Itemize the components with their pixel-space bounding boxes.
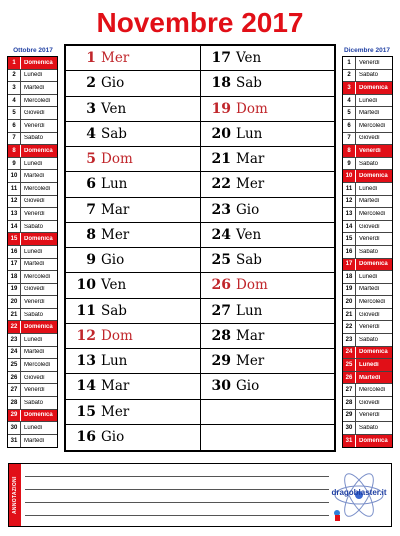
side-day-row — [343, 57, 392, 70]
side-day-row — [343, 107, 392, 120]
day-cell[interactable] — [201, 324, 335, 349]
day-number: 9 — [86, 252, 96, 269]
day-name: Dom — [236, 100, 268, 117]
day-cell[interactable] — [66, 172, 200, 197]
side-day-number: 20 — [343, 296, 356, 308]
side-day-number: 1 — [343, 57, 356, 69]
side-day-number: 21 — [343, 309, 356, 321]
day-name: Mer — [101, 403, 130, 420]
side-day-row — [343, 145, 392, 158]
day-cell[interactable] — [201, 223, 335, 248]
previous-month-list — [7, 56, 58, 448]
side-day-name: Domenica — [24, 412, 53, 419]
day-name: Ven — [101, 277, 127, 294]
day-number: 20 — [211, 125, 231, 142]
side-day-row — [8, 284, 57, 297]
side-day-number: 18 — [343, 271, 356, 283]
day-cell[interactable] — [66, 299, 200, 324]
side-day-number: 24 — [343, 347, 356, 359]
side-day-number: 23 — [343, 334, 356, 346]
day-cell[interactable] — [66, 122, 200, 147]
side-day-row — [343, 296, 392, 309]
side-day-number: 26 — [343, 372, 356, 384]
side-day-row — [343, 372, 392, 385]
side-day-row — [8, 359, 57, 372]
side-day-number: 27 — [8, 384, 21, 396]
day-cell[interactable] — [201, 71, 335, 96]
day-number: 10 — [76, 277, 96, 294]
day-name: Lun — [101, 353, 128, 370]
side-day-number: 30 — [8, 422, 21, 434]
side-day-name: Giovedì — [359, 311, 380, 318]
side-day-number: 5 — [343, 107, 356, 119]
side-day-name: Martedì — [359, 110, 380, 117]
side-day-name: Lunedì — [359, 185, 378, 192]
side-day-number: 15 — [8, 233, 21, 245]
side-day-name: Sabato — [359, 336, 379, 343]
day-number: 28 — [211, 327, 231, 344]
notes-label: ANNOTAZIONI — [9, 464, 21, 526]
side-day-number: 11 — [8, 183, 21, 195]
month-grid-left-column — [66, 46, 201, 450]
side-day-number: 6 — [8, 120, 21, 132]
side-day-number: 22 — [343, 321, 356, 333]
side-day-row — [343, 359, 392, 372]
side-day-name: Domenica — [24, 324, 53, 331]
day-cell[interactable] — [66, 248, 200, 273]
day-name: Mar — [236, 151, 265, 168]
side-day-number: 29 — [8, 410, 21, 422]
day-cell[interactable] — [66, 71, 200, 96]
side-day-row — [343, 183, 392, 196]
side-day-row — [343, 133, 392, 146]
side-day-name: Mercoledì — [359, 299, 386, 306]
side-day-number: 20 — [8, 296, 21, 308]
side-day-number: 8 — [343, 145, 356, 157]
day-number: 5 — [86, 151, 96, 168]
day-cell[interactable] — [66, 223, 200, 248]
side-day-row — [343, 384, 392, 397]
atom-logo-icon — [331, 466, 387, 524]
side-day-row — [343, 221, 392, 234]
side-day-number: 1 — [8, 57, 21, 69]
side-day-row — [8, 196, 57, 209]
note-line[interactable] — [25, 476, 329, 477]
side-day-row — [8, 70, 57, 83]
side-day-number: 19 — [8, 284, 21, 296]
side-day-row — [343, 95, 392, 108]
side-day-row — [343, 284, 392, 297]
side-day-number: 4 — [8, 95, 21, 107]
day-number: 3 — [86, 100, 96, 117]
side-day-number: 25 — [8, 359, 21, 371]
side-day-number: 25 — [343, 359, 356, 371]
side-day-name: Giovedì — [359, 223, 380, 230]
side-day-row — [343, 208, 392, 221]
side-day-row — [8, 107, 57, 120]
side-day-row — [8, 435, 57, 448]
day-cell[interactable] — [66, 46, 200, 71]
side-day-name: Venerdì — [359, 236, 380, 243]
day-number: 1 — [86, 50, 96, 67]
day-cell[interactable] — [66, 374, 200, 399]
side-day-number: 18 — [8, 271, 21, 283]
side-day-name: Venerdì — [24, 387, 45, 394]
side-day-row — [8, 183, 57, 196]
side-day-name: Venerdì — [359, 412, 380, 419]
side-day-row — [8, 158, 57, 171]
side-day-row — [8, 384, 57, 397]
day-cell[interactable] — [201, 374, 335, 399]
day-number: 25 — [211, 252, 231, 269]
side-day-row — [8, 271, 57, 284]
side-day-number: 10 — [343, 170, 356, 182]
side-day-number: 19 — [343, 284, 356, 296]
day-number: 21 — [211, 151, 231, 168]
side-day-row — [8, 397, 57, 410]
side-day-number: 14 — [343, 221, 356, 233]
day-name: Gio — [101, 429, 125, 446]
day-name: Mer — [101, 226, 130, 243]
side-day-name: Domenica — [359, 261, 388, 268]
side-day-row — [343, 397, 392, 410]
day-number: 6 — [86, 176, 96, 193]
side-day-name: Venerdì — [24, 210, 45, 217]
day-number: 30 — [211, 378, 231, 395]
side-day-number: 9 — [8, 158, 21, 170]
side-day-number: 30 — [343, 422, 356, 434]
day-cell[interactable] — [201, 248, 335, 273]
side-day-name: Giovedì — [24, 110, 45, 117]
side-day-row — [8, 120, 57, 133]
side-day-name: Martedì — [359, 286, 380, 293]
side-day-name: Sabato — [359, 248, 379, 255]
side-day-name: Mercoledì — [24, 273, 51, 280]
side-day-name: Sabato — [24, 311, 44, 318]
side-day-name: Giovedì — [24, 286, 45, 293]
side-day-name: Martedì — [24, 261, 45, 268]
side-day-row — [8, 321, 57, 334]
day-name: Gio — [101, 252, 125, 269]
side-day-name: Lunedì — [359, 97, 378, 104]
side-day-number: 3 — [8, 82, 21, 94]
side-day-row — [8, 422, 57, 435]
day-cell[interactable] — [201, 147, 335, 172]
side-day-row — [343, 309, 392, 322]
side-day-row — [343, 347, 392, 360]
note-line[interactable] — [25, 515, 329, 516]
side-day-name: Giovedì — [359, 399, 380, 406]
side-day-name: Martedì — [359, 198, 380, 205]
side-day-name: Sabato — [24, 223, 44, 230]
side-day-name: Lunedì — [24, 160, 43, 167]
side-day-name: Lunedì — [359, 273, 378, 280]
side-day-row — [8, 259, 57, 272]
day-name: Sab — [101, 302, 127, 319]
day-name: Ven — [236, 226, 262, 243]
side-day-row — [8, 208, 57, 221]
day-name: Mer — [101, 50, 130, 67]
day-number: 29 — [211, 353, 231, 370]
side-day-name: Sabato — [24, 399, 44, 406]
day-cell[interactable] — [66, 400, 200, 425]
side-day-row — [8, 145, 57, 158]
side-day-number: 22 — [8, 321, 21, 333]
side-day-name: Lunedì — [24, 72, 43, 79]
day-number: 2 — [86, 75, 96, 92]
side-day-number: 7 — [8, 133, 21, 145]
side-day-row — [343, 70, 392, 83]
day-cell[interactable] — [201, 349, 335, 374]
side-day-row — [8, 334, 57, 347]
side-day-number: 26 — [8, 372, 21, 384]
side-day-number: 31 — [343, 435, 356, 448]
day-number: 12 — [76, 327, 96, 344]
page-title: Novembre 2017 — [96, 7, 304, 38]
side-day-name: Mercoledì — [359, 210, 386, 217]
side-day-row — [343, 259, 392, 272]
side-day-name: Domenica — [24, 236, 53, 243]
side-day-row — [343, 158, 392, 171]
side-day-name: Mercoledì — [24, 362, 51, 369]
side-day-row — [343, 422, 392, 435]
side-day-name: Sabato — [359, 160, 379, 167]
side-day-name: Domenica — [359, 173, 388, 180]
day-name: Mar — [101, 378, 130, 395]
side-day-name: Venerdì — [359, 324, 380, 331]
side-day-row — [343, 246, 392, 259]
day-number: 8 — [86, 226, 96, 243]
side-day-row — [343, 435, 392, 448]
day-number: 18 — [211, 75, 231, 92]
month-grid-right-column — [201, 46, 335, 450]
side-day-row — [8, 57, 57, 70]
side-day-number: 24 — [8, 347, 21, 359]
side-day-name: Mercoledì — [359, 122, 386, 129]
side-day-number: 10 — [8, 170, 21, 182]
side-day-name: Martedì — [24, 84, 45, 91]
day-cell[interactable] — [66, 147, 200, 172]
day-cell[interactable] — [66, 273, 200, 298]
side-day-name: Mercoledì — [24, 97, 51, 104]
day-number: 11 — [76, 302, 96, 319]
day-number: 15 — [76, 403, 96, 420]
side-day-number: 27 — [343, 384, 356, 396]
side-day-name: Mercoledì — [24, 185, 51, 192]
day-cell[interactable] — [66, 324, 200, 349]
side-day-row — [8, 410, 57, 423]
side-day-name: Domenica — [359, 84, 388, 91]
day-number: 13 — [76, 353, 96, 370]
side-day-number: 3 — [343, 82, 356, 94]
day-cell[interactable] — [66, 425, 200, 450]
day-name: Mar — [236, 327, 265, 344]
side-day-number: 15 — [343, 233, 356, 245]
side-day-row — [8, 133, 57, 146]
side-day-row — [8, 95, 57, 108]
previous-month-title: Ottobre 2017 — [13, 47, 53, 54]
day-name: Sab — [236, 252, 262, 269]
side-day-name: Martedì — [24, 349, 45, 356]
side-day-row — [8, 233, 57, 246]
day-name: Sab — [236, 75, 262, 92]
side-day-row — [8, 82, 57, 95]
side-day-row — [343, 120, 392, 133]
side-day-name: Giovedì — [24, 374, 45, 381]
side-day-number: 16 — [8, 246, 21, 258]
day-cell[interactable] — [201, 273, 335, 298]
side-day-row — [8, 372, 57, 385]
month-grid — [64, 44, 336, 452]
side-day-name: Venerdì — [24, 122, 45, 129]
day-number: 24 — [211, 226, 231, 243]
next-month-list — [342, 56, 393, 448]
side-day-row — [343, 271, 392, 284]
side-day-name: Lunedì — [24, 248, 43, 255]
side-day-number: 23 — [8, 334, 21, 346]
side-day-row — [343, 334, 392, 347]
day-number: 22 — [211, 176, 231, 193]
side-day-number: 7 — [343, 133, 356, 145]
side-day-number: 29 — [343, 410, 356, 422]
side-day-number: 5 — [8, 107, 21, 119]
side-day-number: 16 — [343, 246, 356, 258]
day-cell[interactable] — [201, 198, 335, 223]
side-day-number: 21 — [8, 309, 21, 321]
side-day-number: 6 — [343, 120, 356, 132]
side-day-name: Sabato — [24, 135, 44, 142]
side-day-row — [8, 347, 57, 360]
side-day-number: 12 — [8, 196, 21, 208]
day-name: Mer — [236, 176, 265, 193]
side-day-number: 8 — [8, 145, 21, 157]
day-name: Lun — [236, 302, 263, 319]
side-day-number: 17 — [343, 259, 356, 271]
side-day-name: Giovedì — [24, 198, 45, 205]
day-name: Dom — [101, 151, 133, 168]
side-day-number: 31 — [8, 435, 21, 448]
note-line[interactable] — [25, 502, 329, 503]
day-cell[interactable] — [201, 299, 335, 324]
side-day-name: Sabato — [359, 425, 379, 432]
day-name: Ven — [236, 50, 262, 67]
day-number: 23 — [211, 201, 231, 218]
side-day-row — [8, 296, 57, 309]
note-line[interactable] — [25, 489, 329, 490]
side-day-name: Domenica — [24, 59, 53, 66]
side-day-name: Venerdì — [359, 147, 381, 154]
day-cell[interactable] — [201, 172, 335, 197]
day-number: 16 — [76, 429, 96, 446]
side-day-number: 12 — [343, 196, 356, 208]
day-cell[interactable] — [201, 97, 335, 122]
side-day-name: Martedì — [359, 374, 381, 381]
day-name: Dom — [101, 327, 133, 344]
side-day-number: 11 — [343, 183, 356, 195]
day-number: 26 — [211, 277, 231, 294]
side-day-row — [8, 309, 57, 322]
day-name: Mer — [236, 353, 265, 370]
side-day-name: Martedì — [24, 173, 45, 180]
day-number: 7 — [86, 201, 96, 218]
day-name: Gio — [236, 201, 260, 218]
side-day-number: 13 — [8, 208, 21, 220]
side-day-number: 2 — [8, 70, 21, 82]
side-day-name: Martedì — [24, 438, 45, 445]
side-day-row — [343, 321, 392, 334]
day-cell[interactable] — [66, 97, 200, 122]
day-name: Gio — [236, 378, 260, 395]
day-cell[interactable] — [201, 400, 335, 425]
side-day-row — [343, 196, 392, 209]
side-day-name: Lunedì — [359, 362, 379, 369]
side-day-row — [343, 170, 392, 183]
day-name: Ven — [101, 100, 127, 117]
side-day-name: Venerdì — [24, 299, 45, 306]
side-day-row — [8, 170, 57, 183]
side-day-name: Domenica — [359, 438, 388, 445]
side-day-name: Venerdì — [359, 59, 380, 66]
day-number: 4 — [86, 125, 96, 142]
day-number: 14 — [76, 378, 96, 395]
side-day-number: 9 — [343, 158, 356, 170]
side-day-name: Lunedì — [24, 336, 43, 343]
side-day-number: 13 — [343, 208, 356, 220]
day-name: Dom — [236, 277, 268, 294]
side-day-name: Giovedì — [359, 135, 380, 142]
logo-text: dragoblaster.it — [331, 488, 387, 497]
day-cell[interactable] — [66, 198, 200, 223]
side-day-row — [8, 246, 57, 259]
day-cell[interactable] — [66, 349, 200, 374]
next-month-title: Dicembre 2017 — [344, 47, 390, 54]
notes-area — [8, 463, 392, 527]
day-number: 19 — [211, 100, 231, 117]
day-name: Gio — [101, 75, 125, 92]
day-cell[interactable] — [201, 46, 335, 71]
day-name: Mar — [101, 201, 130, 218]
side-day-number: 14 — [8, 221, 21, 233]
side-day-number: 4 — [343, 95, 356, 107]
side-day-number: 28 — [8, 397, 21, 409]
side-day-name: Lunedì — [24, 425, 43, 432]
side-day-number: 2 — [343, 70, 356, 82]
side-day-name: Domenica — [24, 147, 53, 154]
day-number: 27 — [211, 302, 231, 319]
day-cell[interactable] — [201, 122, 335, 147]
day-name: Lun — [101, 176, 128, 193]
side-day-name: Sabato — [359, 72, 379, 79]
side-day-row — [343, 82, 392, 95]
day-name: Sab — [101, 125, 127, 142]
side-day-name: Mercoledì — [359, 387, 386, 394]
side-day-row — [8, 221, 57, 234]
side-day-row — [343, 233, 392, 246]
day-number: 17 — [211, 50, 231, 67]
side-day-row — [343, 410, 392, 423]
side-day-number: 17 — [8, 259, 21, 271]
side-day-name: Domenica — [359, 349, 388, 356]
side-day-number: 28 — [343, 397, 356, 409]
day-name: Lun — [236, 125, 263, 142]
day-cell[interactable] — [201, 425, 335, 450]
